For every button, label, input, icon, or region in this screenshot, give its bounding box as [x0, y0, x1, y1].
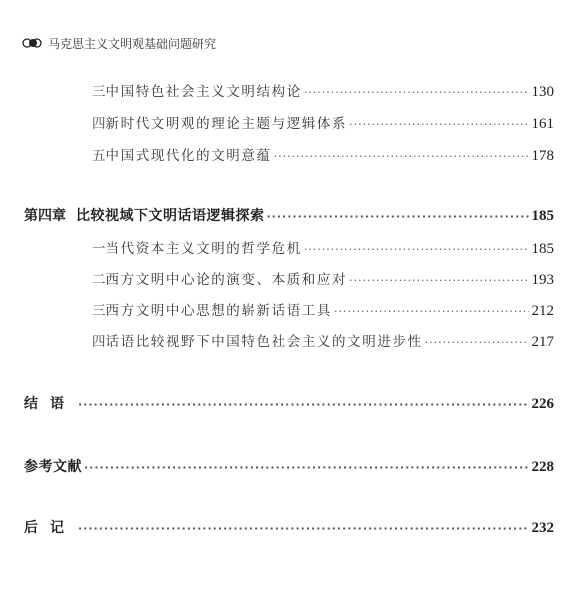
dot-leader	[304, 86, 529, 99]
toc-entry-number: 三	[92, 84, 106, 100]
dot-leader	[267, 210, 529, 223]
toc-entry-title: 西方文明中心思想的崭新话语工具	[105, 303, 332, 319]
toc-entry-page: 130	[531, 84, 554, 100]
toc-entry-page: 185	[531, 208, 554, 224]
toc-entry-page: 217	[531, 334, 554, 350]
dot-leader	[425, 336, 529, 349]
toc-entry-page: 212	[531, 303, 554, 319]
toc-entry[interactable]	[92, 112, 554, 133]
toc-entry-title: 当代资本主义文明的哲学危机	[105, 241, 302, 257]
toc-chapter-title: 比较视域下文明话语逻辑探索	[76, 208, 265, 224]
toc-entry-page: 228	[531, 459, 554, 475]
toc-chapter-entry[interactable]	[24, 393, 554, 413]
toc-entry-page: 185	[531, 241, 554, 257]
dot-leader	[349, 118, 528, 131]
toc-entry-number: 五	[92, 148, 106, 164]
toc-chapter-title: 结语	[24, 396, 76, 412]
toc-entry[interactable]	[92, 330, 554, 351]
toc-entry-title: 中国特色社会主义文明结构论	[105, 84, 302, 100]
toc-entry-page: 232	[531, 520, 554, 536]
book-logo-icon	[22, 38, 42, 48]
toc-chapter-entry[interactable]	[24, 456, 554, 476]
dot-leader	[334, 305, 529, 318]
book-title: 马克思主义文明观基础问题研究	[48, 36, 217, 51]
toc-entry-page: 161	[531, 116, 554, 132]
dot-leader	[78, 398, 529, 411]
dot-leader	[84, 461, 529, 474]
toc-entry-title: 中国式现代化的文明意蕴	[105, 148, 272, 164]
toc-entry[interactable]	[92, 237, 554, 258]
toc-chapter-entry[interactable]	[24, 205, 554, 225]
toc-entry-page: 193	[531, 272, 554, 288]
toc-entry[interactable]	[92, 268, 554, 289]
dot-leader	[78, 522, 529, 535]
toc-chapter-number: 第四章	[24, 208, 66, 224]
running-header	[22, 35, 216, 51]
toc-chapter-title: 后记	[24, 520, 76, 536]
toc-entry-number: 三	[92, 303, 106, 319]
dot-leader	[304, 243, 529, 256]
dot-leader	[349, 274, 528, 287]
toc-entry[interactable]	[92, 144, 554, 165]
toc-entry-number: 二	[92, 272, 106, 288]
toc-entry-number: 四	[92, 334, 106, 350]
toc-entry-title: 话语比较视野下中国特色社会主义的文明进步性	[105, 334, 423, 350]
toc-entry-title: 西方文明中心论的演变、本质和应对	[105, 272, 348, 288]
toc-entry-page: 178	[531, 148, 554, 164]
toc-entry[interactable]	[92, 299, 554, 320]
toc-entry-number: 一	[92, 241, 106, 257]
toc-chapter-entry[interactable]	[24, 517, 554, 537]
toc-entry-page: 226	[531, 396, 554, 412]
toc-entry[interactable]	[92, 80, 554, 101]
dot-leader	[274, 150, 529, 163]
toc-entry-title: 新时代文明观的理论主题与逻辑体系	[105, 116, 348, 132]
toc-entry-number: 四	[92, 116, 106, 132]
toc-chapter-title: 参考文献	[24, 459, 82, 475]
